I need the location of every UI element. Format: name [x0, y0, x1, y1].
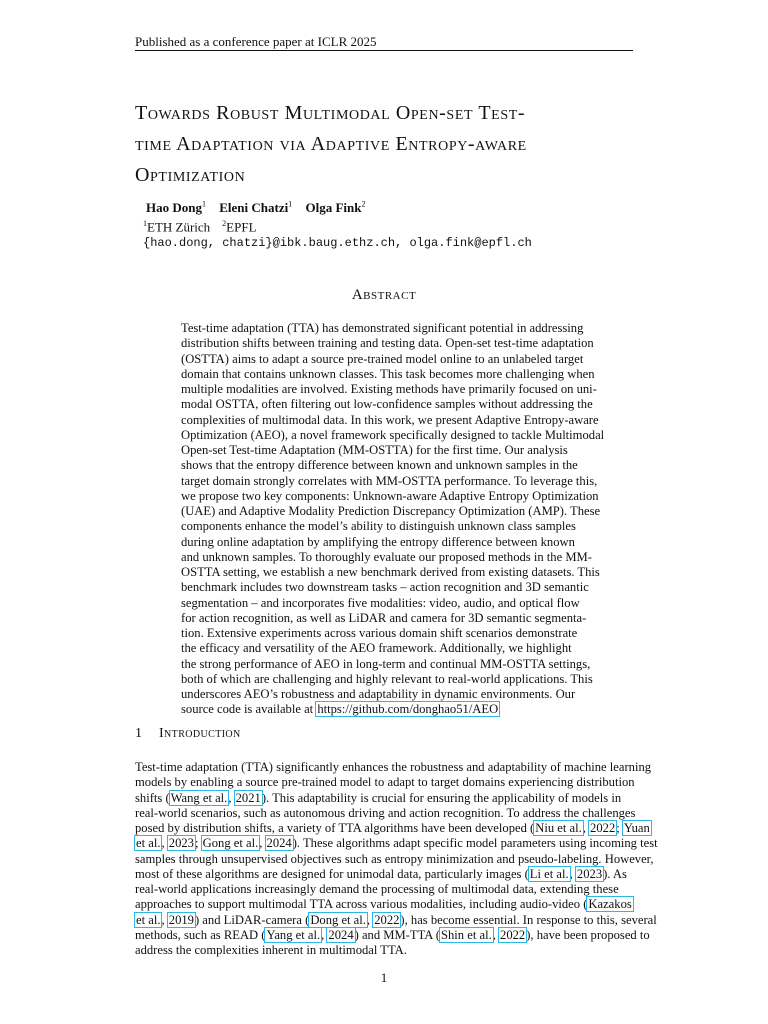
text: ;	[194, 836, 202, 851]
text: ,	[492, 927, 500, 942]
intro-line	[135, 821, 650, 836]
abstract-heading: Abstract	[351, 287, 417, 303]
abstract-line: Test-time adaptation (TTA) has demonstrated significant potential in addressing	[181, 321, 584, 335]
section-heading	[135, 726, 241, 742]
text: ,	[582, 821, 590, 835]
intro-line	[135, 897, 635, 912]
abstract-line: for action recognition, as well as LiDAR and camera for 3D semantic segmenta-	[181, 610, 587, 625]
abstract-line: complexities of multimodal data. In this work, we present Adaptive Entropy-aware	[181, 412, 599, 427]
intro-line: models by enabling a source pre-trained model to adapt to target domains experiencing distribution	[135, 775, 635, 790]
author-1	[146, 200, 206, 215]
abstract-line: Open-set Test-time Adaptation (MM-OSTTA) for the first time. Our analysis	[181, 443, 568, 457]
title-line-1: Towards Robust Multimodal Open-set Test-	[135, 102, 526, 124]
text: ,	[161, 912, 168, 927]
text: methods, such as READ (	[135, 927, 266, 942]
citation-link[interactable]: 2019	[168, 912, 194, 927]
abstract-line: distribution shifts between training and testing data. Open-set test-time adaptation	[181, 336, 594, 351]
citation-link[interactable]: Li et al.	[529, 866, 569, 881]
abstract-line-last	[181, 702, 591, 717]
abstract-line: tion. Extensive experiments across various domain shift scenarios demonstrate	[181, 626, 578, 640]
abstract-line: Optimization (AEO), a novel framework specifically designed to tackle Multimodal	[181, 427, 605, 442]
text: ). As	[603, 866, 627, 881]
citation-link[interactable]: 2021	[235, 790, 261, 805]
author-name: Hao Dong	[146, 200, 202, 216]
author-name: Eleni Chatzi	[219, 200, 289, 216]
header-rule	[135, 50, 633, 51]
paper-title	[135, 98, 645, 191]
abstract-body	[181, 321, 605, 718]
citation-link[interactable]: Wang et al.	[170, 790, 228, 805]
intro-line	[135, 791, 635, 806]
citation-link[interactable]: et al.	[136, 912, 161, 927]
citation-link[interactable]: Shin et al.	[441, 927, 492, 942]
citation-link[interactable]: 2022	[590, 821, 616, 835]
intro-body	[135, 760, 658, 958]
text: ) and LiDAR-camera (	[194, 912, 310, 927]
citation-link[interactable]: 2022	[500, 927, 526, 942]
abstract-line: multiple modalities are involved. Existing methods have primarily focused on uni-	[181, 382, 597, 396]
abstract-line: both of which are challenging and highly relevant to real-world applications. This	[181, 671, 593, 686]
text: shifts (	[135, 790, 170, 805]
abstract-line: (OSTTA) aims to adapt a source pre-trained model online to an unlabeled target	[181, 351, 584, 366]
citation-link[interactable]: Dong et al.	[310, 912, 366, 927]
abstract-line: the efficacy and versatility of the AEO framework. Additionally, we highlight	[181, 641, 572, 656]
intro-line: samples through unsupervised objectives such as entropy minimization and pseudo-labeling. However,	[135, 851, 654, 866]
intro-line: address the complexities inherent in multimodal TTA.	[135, 943, 407, 957]
citation-link[interactable]: 2024	[266, 836, 292, 851]
author-list	[146, 200, 375, 216]
citation-link[interactable]: 2024	[328, 927, 354, 942]
abstract-line: the strong performance of AEO in long-term and continual MM-OSTTA settings,	[181, 656, 591, 671]
citation-link[interactable]: 2023	[576, 866, 603, 881]
citation-link[interactable]: Kazakos	[588, 897, 632, 912]
intro-line	[135, 867, 635, 882]
abstract-line-text: source code is available at	[181, 702, 317, 717]
citation-link[interactable]: et al.	[136, 836, 161, 851]
section-title: Introduction	[159, 726, 241, 741]
text: most of these algorithms are designed for unimodal data, particularly images (	[135, 866, 529, 881]
page-number: 1	[380, 970, 388, 985]
text: ), have been proposed to	[526, 927, 650, 942]
intro-line: real-world scenarios, such as autonomous driving and action recognition. To address the challenges	[135, 805, 636, 820]
text: posed by distribution shifts, a variety of TTA algorithms have been developed (	[135, 821, 535, 835]
intro-line	[135, 927, 650, 943]
text: ,	[321, 927, 328, 942]
text: ). These algorithms adapt specific model parameters using incoming test	[292, 836, 658, 851]
abstract-line: underscores AEO’s robustness and adaptability in dynamic environments. Our	[181, 687, 576, 701]
title-line-2: time Adaptation via Adaptive Entropy-aware	[135, 133, 527, 155]
abstract-line: we propose two key components: Unknown-aware Adaptive Entropy Optimization	[181, 488, 599, 503]
abstract-line: OSTTA setting, we establish a new benchmark derived from existing datasets. This	[181, 565, 600, 579]
abstract-line: (UAE) and Adaptive Modality Prediction Discrepancy Optimization (AMP). These	[181, 504, 601, 518]
text: ) and MM-TTA (	[354, 927, 440, 942]
citation-link[interactable]: Gong et al.	[202, 836, 259, 851]
abstract-line: modal OSTTA, often filtering out low-confidence samples without addressing the	[181, 397, 593, 412]
abstract-line: target domain strongly correlates with MM-OSTTA performance. To leverage this,	[181, 473, 598, 488]
author-emails: {hao.dong, chatzi}@ibk.baug.ethz.ch, olga.fink@epfl.ch	[143, 236, 532, 250]
author-2	[219, 200, 292, 215]
abstract-line: during online adaptation by amplifying the entropy difference between known	[181, 534, 575, 549]
text: ,	[259, 836, 266, 851]
affil-name: ETH Zürich	[147, 219, 211, 235]
affil-mark: 1	[288, 200, 293, 209]
abstract-line: benchmark includes two downstream tasks – action recognition and 3D semantic	[181, 580, 589, 595]
text: ;	[616, 821, 623, 835]
title-line-3: Optimization	[135, 164, 246, 186]
affil-name: EPFL	[226, 219, 257, 235]
affil-mark: 1	[143, 219, 147, 228]
intro-line	[135, 912, 657, 928]
citation-link[interactable]: Niu et al.	[535, 821, 582, 835]
author-name: Olga Fink	[305, 200, 362, 216]
intro-line	[135, 836, 658, 851]
abstract-line: and unknown samples. To thoroughly evaluate our proposed methods in the MM-	[181, 549, 592, 564]
section-number: 1	[135, 726, 142, 741]
abstract-line: components enhance the model’s ability to distinguish unknown class samples	[181, 519, 576, 534]
abstract-line: domain that contains unknown classes. This task becomes more challenging when	[181, 366, 595, 381]
text: ), has become essential. In response to this, several	[400, 912, 657, 927]
affiliations	[143, 219, 257, 235]
abstract-line: segmentation – and incorporates five modalities: video, audio, and optical flow	[181, 595, 580, 610]
code-link[interactable]: https://github.com/donghao51/AEO	[317, 702, 499, 717]
text: ). This adaptability is crucial for ensuring the applicability of models in	[261, 790, 622, 805]
intro-line: real-world applications increasingly demand the processing of multimodal data, extending these	[135, 882, 619, 896]
author-3	[305, 200, 365, 215]
affil-mark: 2	[361, 200, 366, 209]
text: approaches to support multimodal TTA across various modalities, including audio-video (	[135, 897, 588, 912]
text: ,	[228, 790, 235, 805]
citation-link[interactable]: Yuan	[623, 821, 650, 835]
citation-link[interactable]: Yang et al.	[266, 927, 321, 942]
running-header: Published as a conference paper at ICLR 2025	[135, 34, 377, 49]
abstract-line: shows that the entropy difference between known and unknown samples in the	[181, 458, 578, 473]
intro-line: Test-time adaptation (TTA) significantly enhances the robustness and adaptability of machine learning	[135, 760, 652, 774]
text: ,	[366, 912, 374, 927]
citation-link[interactable]: 2022	[374, 912, 400, 927]
text: ,	[569, 866, 576, 881]
affil-mark: 1	[201, 200, 206, 209]
citation-link[interactable]: 2023	[168, 836, 194, 851]
text: ,	[161, 836, 168, 851]
affil-mark: 2	[222, 219, 227, 228]
